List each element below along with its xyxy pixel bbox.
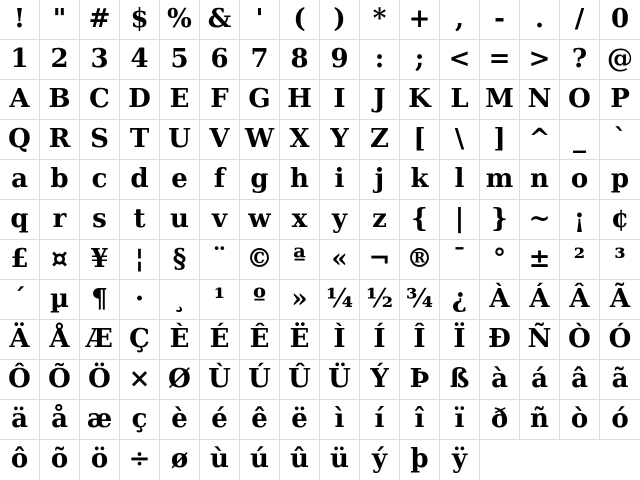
glyph-cell: r (40, 200, 80, 240)
glyph-cell: ú (240, 440, 280, 480)
glyph-cell: 3 (80, 40, 120, 80)
glyph-cell: ± (520, 240, 560, 280)
glyph-cell: ² (560, 240, 600, 280)
glyph-cell: ( (280, 0, 320, 40)
glyph-cell: â (560, 360, 600, 400)
glyph-cell: M (480, 80, 520, 120)
glyph-cell: Á (520, 280, 560, 320)
glyph-cell: È (160, 320, 200, 360)
glyph-cell: ã (600, 360, 640, 400)
glyph-cell: * (360, 0, 400, 40)
glyph-cell: ö (80, 440, 120, 480)
glyph-cell: t (120, 200, 160, 240)
glyph-cell: I (320, 80, 360, 120)
glyph-cell: N (520, 80, 560, 120)
glyph-cell: ; (400, 40, 440, 80)
glyph-cell: P (600, 80, 640, 120)
glyph-cell: R (40, 120, 80, 160)
glyph-cell: À (480, 280, 520, 320)
glyph-cell: ò (560, 400, 600, 440)
glyph-cell: Ò (560, 320, 600, 360)
glyph-cell: o (560, 160, 600, 200)
glyph-cell: H (280, 80, 320, 120)
glyph-cell: } (480, 200, 520, 240)
glyph-cell: k (400, 160, 440, 200)
glyph-cell: C (80, 80, 120, 120)
glyph-cell: ð (480, 400, 520, 440)
glyph-cell: _ (560, 120, 600, 160)
glyph-cell: 4 (120, 40, 160, 80)
glyph-cell: ° (480, 240, 520, 280)
glyph-cell: % (160, 0, 200, 40)
glyph-cell: Ö (80, 360, 120, 400)
glyph-cell: » (280, 280, 320, 320)
glyph-cell: @ (600, 40, 640, 80)
glyph-cell: Ü (320, 360, 360, 400)
glyph-cell: × (120, 360, 160, 400)
glyph-cell: ^ (520, 120, 560, 160)
glyph-cell: Ô (0, 360, 40, 400)
glyph-cell: ½ (360, 280, 400, 320)
glyph-cell: þ (400, 440, 440, 480)
glyph-cell: x (280, 200, 320, 240)
glyph-cell: Ã (600, 280, 640, 320)
glyph-cell: å (40, 400, 80, 440)
glyph-cell: ] (480, 120, 520, 160)
glyph-cell: ´ (0, 280, 40, 320)
glyph-cell: ÷ (120, 440, 160, 480)
glyph-cell: & (200, 0, 240, 40)
glyph-cell: a (0, 160, 40, 200)
glyph-cell: é (200, 400, 240, 440)
glyph-cell: m (480, 160, 520, 200)
glyph-cell: 8 (280, 40, 320, 80)
glyph-cell: ù (200, 440, 240, 480)
glyph-cell: K (400, 80, 440, 120)
glyph-cell: Ï (440, 320, 480, 360)
glyph-cell: ¹ (200, 280, 240, 320)
glyph-cell: h (280, 160, 320, 200)
glyph-cell: ` (600, 120, 640, 160)
glyph-cell: W (240, 120, 280, 160)
glyph-cell: . (520, 0, 560, 40)
glyph-cell: Ý (360, 360, 400, 400)
glyph-cell: à (480, 360, 520, 400)
glyph-cell: s (80, 200, 120, 240)
glyph-cell: í (360, 400, 400, 440)
glyph-cell: F (200, 80, 240, 120)
glyph-cell: w (240, 200, 280, 240)
glyph-cell: · (120, 280, 160, 320)
glyph-cell: = (480, 40, 520, 80)
glyph-cell: B (40, 80, 80, 120)
glyph-cell: ó (600, 400, 640, 440)
glyph-cell: + (400, 0, 440, 40)
glyph-cell: Ç (120, 320, 160, 360)
glyph-cell: ÿ (440, 440, 480, 480)
glyph-cell: 2 (40, 40, 80, 80)
glyph-cell: 5 (160, 40, 200, 80)
glyph-cell: $ (120, 0, 160, 40)
glyph-cell: < (440, 40, 480, 80)
glyph-cell: § (160, 240, 200, 280)
glyph-cell: ³ (600, 240, 640, 280)
glyph-cell: á (520, 360, 560, 400)
glyph-cell: p (600, 160, 640, 200)
glyph-cell: E (160, 80, 200, 120)
glyph-cell: " (40, 0, 80, 40)
glyph-cell: { (400, 200, 440, 240)
glyph-cell: Ì (320, 320, 360, 360)
glyph-cell: V (200, 120, 240, 160)
glyph-cell: Î (400, 320, 440, 360)
glyph-cell: ) (320, 0, 360, 40)
glyph-cell: Ê (240, 320, 280, 360)
glyph-cell: S (80, 120, 120, 160)
glyph-cell: : (360, 40, 400, 80)
glyph-cell: ê (240, 400, 280, 440)
glyph-cell: Õ (40, 360, 80, 400)
glyph-cell: É (200, 320, 240, 360)
glyph-cell: Z (360, 120, 400, 160)
glyph-cell: n (520, 160, 560, 200)
glyph-cell: ¬ (360, 240, 400, 280)
glyph-cell: ' (240, 0, 280, 40)
glyph-cell: ¨ (200, 240, 240, 280)
glyph-cell: º (240, 280, 280, 320)
glyph-cell: ¸ (160, 280, 200, 320)
glyph-cell: c (80, 160, 120, 200)
glyph-cell: y (320, 200, 360, 240)
glyph-cell: v (200, 200, 240, 240)
glyph-cell: d (120, 160, 160, 200)
glyph-cell: ô (0, 440, 40, 480)
glyph-cell: U (160, 120, 200, 160)
glyph-cell: Ó (600, 320, 640, 360)
glyph-cell: [ (400, 120, 440, 160)
glyph-cell: # (80, 0, 120, 40)
glyph-cell: e (160, 160, 200, 200)
glyph-cell: ¢ (600, 200, 640, 240)
glyph-cell: ~ (520, 200, 560, 240)
glyph-cell: Ë (280, 320, 320, 360)
glyph-cell: ¦ (120, 240, 160, 280)
glyph-cell: 0 (600, 0, 640, 40)
glyph-cell: « (320, 240, 360, 280)
glyph-cell: ý (360, 440, 400, 480)
glyph-cell: ¤ (40, 240, 80, 280)
glyph-cell: ¡ (560, 200, 600, 240)
glyph-cell: T (120, 120, 160, 160)
glyph-cell: l (440, 160, 480, 200)
glyph-cell: Ù (200, 360, 240, 400)
glyph-cell: Â (560, 280, 600, 320)
glyph-cell: ¿ (440, 280, 480, 320)
glyph-cell: b (40, 160, 80, 200)
glyph-cell: Ä (0, 320, 40, 360)
glyph-cell: Ð (480, 320, 520, 360)
glyph-cell: Ú (240, 360, 280, 400)
glyph-cell: i (320, 160, 360, 200)
glyph-cell: Í (360, 320, 400, 360)
glyph-cell: Ñ (520, 320, 560, 360)
glyph-cell: j (360, 160, 400, 200)
glyph-cell: ® (400, 240, 440, 280)
glyph-cell: G (240, 80, 280, 120)
glyph-cell: ñ (520, 400, 560, 440)
glyph-cell: ø (160, 440, 200, 480)
glyph-cell: Ø (160, 360, 200, 400)
glyph-cell: z (360, 200, 400, 240)
glyph-cell: X (280, 120, 320, 160)
glyph-cell: µ (40, 280, 80, 320)
glyph-cell: ç (120, 400, 160, 440)
glyph-cell: O (560, 80, 600, 120)
glyph-cell: , (440, 0, 480, 40)
glyph-cell: L (440, 80, 480, 120)
glyph-cell: q (0, 200, 40, 240)
glyph-cell: ß (440, 360, 480, 400)
glyph-cell: õ (40, 440, 80, 480)
glyph-cell: Q (0, 120, 40, 160)
glyph-cell: Û (280, 360, 320, 400)
glyph-cell: ä (0, 400, 40, 440)
glyph-cell: D (120, 80, 160, 120)
glyph-cell: ì (320, 400, 360, 440)
glyph-cell: 7 (240, 40, 280, 80)
glyph-cell: Å (40, 320, 80, 360)
glyph-cell: 9 (320, 40, 360, 80)
glyph-cell: æ (80, 400, 120, 440)
glyph-cell: u (160, 200, 200, 240)
glyph-cell: 6 (200, 40, 240, 80)
glyph-cell: / (560, 0, 600, 40)
glyph-cell: ü (320, 440, 360, 480)
glyph-cell: g (240, 160, 280, 200)
glyph-cell: ¥ (80, 240, 120, 280)
glyph-cell: - (480, 0, 520, 40)
glyph-cell: Y (320, 120, 360, 160)
glyph-cell: û (280, 440, 320, 480)
glyph-cell: è (160, 400, 200, 440)
glyph-cell: ¼ (320, 280, 360, 320)
glyph-cell: ª (280, 240, 320, 280)
glyph-cell: ¯ (440, 240, 480, 280)
glyph-cell: ë (280, 400, 320, 440)
glyph-cell: ¶ (80, 280, 120, 320)
glyph-cell: | (440, 200, 480, 240)
glyph-cell: 1 (0, 40, 40, 80)
glyph-cell: î (400, 400, 440, 440)
glyph-cell: Þ (400, 360, 440, 400)
glyph-cell: > (520, 40, 560, 80)
glyph-cell: ï (440, 400, 480, 440)
glyph-cell: © (240, 240, 280, 280)
glyph-cell: \ (440, 120, 480, 160)
glyph-cell: £ (0, 240, 40, 280)
glyph-cell: Æ (80, 320, 120, 360)
glyph-cell: A (0, 80, 40, 120)
glyph-cell: f (200, 160, 240, 200)
glyph-cell: ! (0, 0, 40, 40)
glyph-cell: J (360, 80, 400, 120)
glyph-cell: ? (560, 40, 600, 80)
glyph-cell: ¾ (400, 280, 440, 320)
